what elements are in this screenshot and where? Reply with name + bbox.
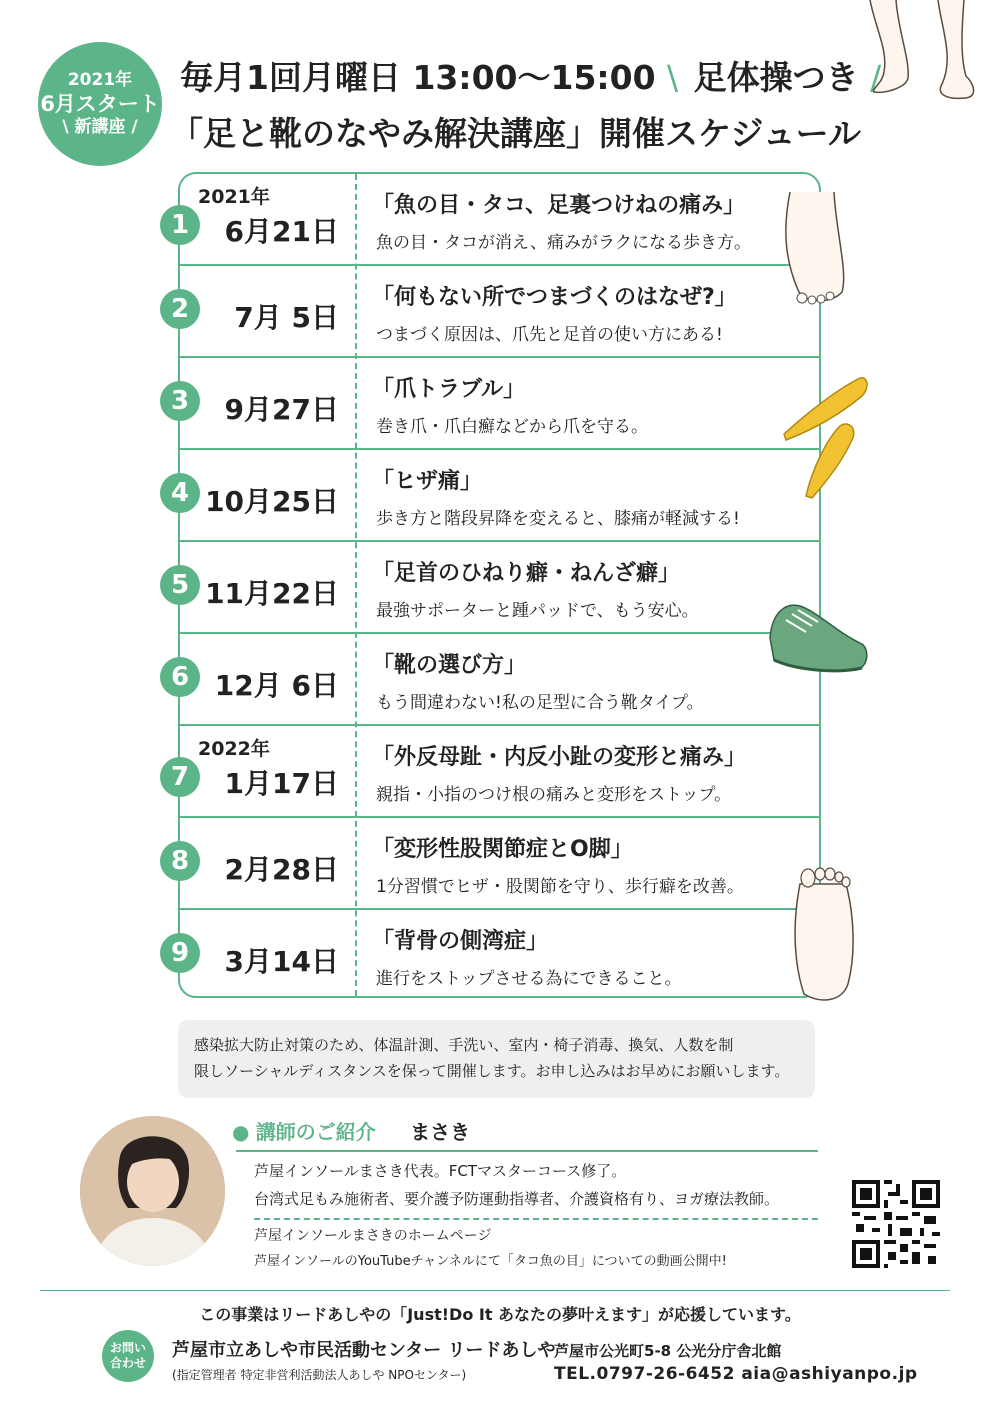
badge-year: 2021年: [67, 69, 133, 90]
schedule-row: [170, 450, 819, 542]
new-course-badge: [38, 42, 162, 166]
dashed-divider: [254, 1218, 818, 1220]
session-number: 9: [160, 933, 200, 973]
session-date: 6月21日: [224, 215, 339, 248]
sneakers-illustration: [766, 598, 872, 690]
qr-code-icon[interactable]: [852, 1180, 940, 1268]
session-description: 巻き爪・爪白癬などから爪を守る。: [376, 417, 648, 437]
session-title: 「爪トラブル」: [372, 377, 526, 402]
session-date: 7月 5日: [234, 301, 339, 334]
homepage-link[interactable]: 芦屋インソールまさきのホームページ: [254, 1228, 492, 1244]
page-title: 「足と靴のなやみ解決講座」開催スケジュール: [170, 114, 862, 153]
exercise-tag: 足体操つき: [693, 58, 859, 97]
organization-manager: (指定管理者 特定非営利活動法人あしや NPOセンター): [172, 1368, 467, 1382]
session-title: 「何もない所でつまづくのはなぜ?」: [372, 285, 737, 310]
instructor-bio-1: 芦屋インソールまさき代表。FCTマスターコース修了。: [254, 1162, 627, 1180]
session-date: 2月28日: [224, 853, 339, 886]
session-number: 3: [160, 381, 200, 421]
schedule-table: [170, 172, 821, 998]
schedule-row: [170, 174, 819, 266]
session-number: 4: [160, 473, 200, 513]
schedule-row: [170, 726, 819, 818]
session-description: 歩き方と階段昇降を変えると、膝痛が軽減する!: [376, 509, 740, 529]
session-year: 2022年: [198, 738, 270, 760]
tag-slash-close: /: [870, 58, 882, 97]
badge-new-label: 新講座: [74, 117, 126, 138]
session-title: 「外反母趾・内反小趾の変形と痛み」: [372, 745, 747, 770]
session-date: 3月14日: [224, 945, 339, 978]
session-date: 1月17日: [224, 767, 339, 800]
badge-slash-left: \: [62, 117, 69, 138]
session-description: 魚の目・タコが消え、痛みがラクになる歩き方。: [376, 233, 752, 253]
session-date: 9月27日: [224, 393, 339, 426]
session-title: 「ヒザ痛」: [372, 469, 483, 494]
instructor-photo: [80, 1116, 225, 1266]
instructor-bio-2: 台湾式足もみ施術者、要介護予防運動指導者、介護資格有り、ヨガ療法教師。: [254, 1190, 780, 1208]
session-number: 8: [160, 841, 200, 881]
session-description: 最強サポーターと踵パッドで、もう安心。: [376, 601, 699, 621]
session-description: もう間違わない!私の足型に合う靴タイプ。: [376, 693, 704, 713]
address: 芦屋市公光町5-8 公光分庁舎北館: [554, 1342, 782, 1360]
schedule-time: [180, 52, 881, 99]
support-statement: この事業はリードあしやの「Just!Do It あなたの夢叶えます」が応援しています。: [199, 1305, 801, 1324]
youtube-note: 芦屋インソールのYouTubeチャンネルにて「タコ魚の目」についての動画公開中!: [254, 1254, 727, 1269]
session-description: 1分習慣でヒザ・股関節を守り、歩行癖を改善。: [376, 877, 744, 897]
schedule-row: [170, 634, 819, 726]
contact-label-2: 合わせ: [109, 1356, 146, 1370]
phone-email[interactable]: TEL.0797-26-6452 aia@ashiyanpo.jp: [554, 1364, 918, 1384]
instructor-heading: [232, 1116, 470, 1145]
session-title: 「靴の選び方」: [372, 653, 527, 678]
session-description: 親指・小指のつけ根の痛みと変形をストップ。: [376, 785, 732, 805]
divider: [236, 1150, 818, 1152]
schedule-time-text: 毎月1回月曜日 13:00〜15:00: [180, 58, 656, 97]
session-title: 「足首のひねり癖・ねんざ癖」: [372, 561, 681, 586]
session-year: 2021年: [198, 186, 270, 208]
badge-new-course: [62, 117, 137, 138]
badge-start: 6月スタート: [40, 91, 160, 116]
instructor-name: まさき: [410, 1120, 471, 1144]
session-title: 「魚の目・タコ、足裏つけねの痛み」: [372, 193, 746, 218]
session-number: 7: [160, 757, 200, 797]
legs-illustration: [862, 0, 992, 108]
session-number: 1: [160, 205, 200, 245]
pumps-illustration: [776, 370, 872, 500]
schedule-row: [170, 818, 819, 910]
foot-top-illustration: [776, 192, 856, 312]
notice-line-1: 感染拡大防止対策のため、体温計測、手洗い、室内・椅子消毒、換気、人数を制: [194, 1036, 734, 1054]
schedule-row: [170, 910, 819, 998]
schedule-row: [170, 358, 819, 450]
session-title: 「変形性股関節症とO脚」: [372, 837, 633, 862]
session-date: 12月 6日: [214, 669, 339, 702]
bullet-icon: ●: [232, 1120, 250, 1144]
foot-sole-illustration: [786, 864, 860, 1002]
session-date: 10月25日: [205, 485, 339, 518]
session-description: 進行をストップさせる為にできること。: [376, 969, 682, 989]
tag-slash-open: \: [667, 58, 679, 97]
organization-name: 芦屋市立あしや市民活動センター リードあしや: [172, 1340, 556, 1361]
footer-divider: [40, 1290, 950, 1291]
session-number: 6: [160, 657, 200, 697]
session-number: 2: [160, 289, 200, 329]
session-date: 11月22日: [205, 577, 339, 610]
notice-line-2: 限しソーシャルディスタンスを保って開催します。お申し込みはお早めにお願いします。: [194, 1062, 790, 1080]
safety-notice: [178, 1020, 815, 1098]
schedule-row: [170, 542, 819, 634]
instructor-label: 講師のご紹介: [255, 1120, 376, 1144]
session-description: つまづく原因は、爪先と足首の使い方にある!: [376, 325, 723, 345]
contact-label-1: お問い: [109, 1341, 146, 1355]
schedule-row: [170, 266, 819, 358]
contact-badge: [102, 1330, 154, 1382]
badge-slash-right: /: [131, 117, 138, 138]
session-title: 「背骨の側湾症」: [372, 929, 549, 954]
session-number: 5: [160, 565, 200, 605]
